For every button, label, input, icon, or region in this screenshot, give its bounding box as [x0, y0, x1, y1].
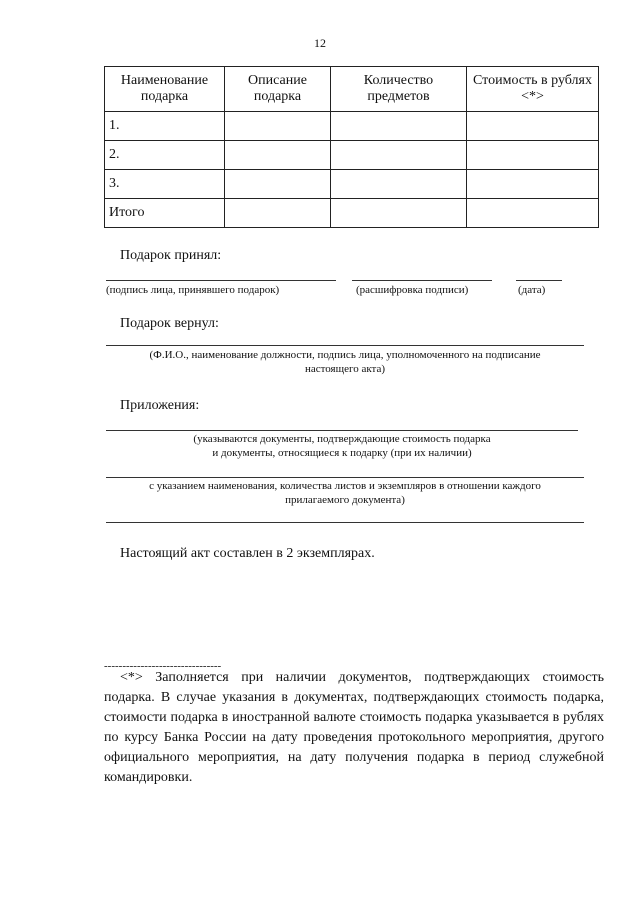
header-cost-rubles: Стоимость в рублях <*> [467, 67, 599, 112]
total-label: Итого [105, 199, 225, 228]
count-cell [331, 112, 467, 141]
count-cell [331, 170, 467, 199]
cost-cell [467, 170, 599, 199]
returned-line [106, 345, 584, 346]
attachments-caption2-line2: прилагаемого документа) [285, 494, 405, 506]
table-row [105, 112, 599, 141]
accepted-date-line [516, 280, 562, 281]
page-number: 12 [314, 36, 326, 50]
attachments-line-2 [106, 477, 584, 478]
table-header-row [105, 67, 599, 112]
cost-cell [467, 141, 599, 170]
table-total-row [105, 199, 599, 228]
description-cell [225, 141, 331, 170]
row-label: 2. [105, 141, 225, 170]
footnote-separator: -------------------------------- [104, 660, 222, 672]
accepted-date-caption: (дата) [518, 284, 546, 296]
cost-cell [467, 112, 599, 141]
row-label: 3. [105, 170, 225, 199]
accepted-signature-line [106, 280, 336, 281]
row-label: 1. [105, 112, 225, 141]
description-cell [225, 170, 331, 199]
header-item-count: Количество предметов [331, 67, 467, 112]
accepted-decryption-caption: (расшифровка подписи) [356, 284, 469, 296]
footnote-text: Заполняется при наличии документов, подтверждающих стоимость подарка. В случае указания в документах, подтверждающих стоимость подарка, стоимости подарка в иностранной валюте стоимость подарка указывается в рублях по курсу Банка России на дату проведения протокольного мероприятия, другого официального мероприятия, на дату получения подарка в период служебной командировки. [104, 670, 605, 785]
returned-caption-line2: настоящего акта) [304, 363, 386, 375]
attachments-label: Приложения: [120, 398, 200, 413]
count-cell [331, 199, 467, 228]
attachments-line-1 [106, 430, 578, 431]
attachments-caption1-line2: и документы, относящиеся к подарку (при их наличии) [212, 447, 472, 459]
table-row [105, 170, 599, 199]
header-gift-name: Наименование подарка [105, 67, 225, 112]
attachments-caption2-line1: с указанием наименования, количества листов и экземпляров в отношении каждого [149, 480, 541, 492]
header-gift-description: Описание подарка [225, 67, 331, 112]
footnote-marker: <*> [120, 670, 143, 685]
accepted-decryption-line [352, 280, 492, 281]
footnote [104, 668, 604, 788]
copies-statement: Настоящий акт составлен в 2 экземплярах. [120, 546, 375, 561]
table-row [105, 141, 599, 170]
cost-cell [467, 199, 599, 228]
gift-table [104, 66, 599, 228]
description-cell [225, 112, 331, 141]
description-cell [225, 199, 331, 228]
attachments-line-3 [106, 522, 584, 523]
count-cell [331, 141, 467, 170]
returned-caption-line1: (Ф.И.О., наименование должности, подпись лица, уполномоченного на подписание [149, 349, 541, 361]
returned-label: Подарок вернул: [120, 316, 219, 331]
accepted-signature-caption: (подпись лица, принявшего подарок) [106, 284, 280, 296]
attachments-caption1-line1: (указываются документы, подтверждающие стоимость подарка [193, 433, 491, 445]
accepted-label: Подарок принял: [120, 248, 222, 263]
